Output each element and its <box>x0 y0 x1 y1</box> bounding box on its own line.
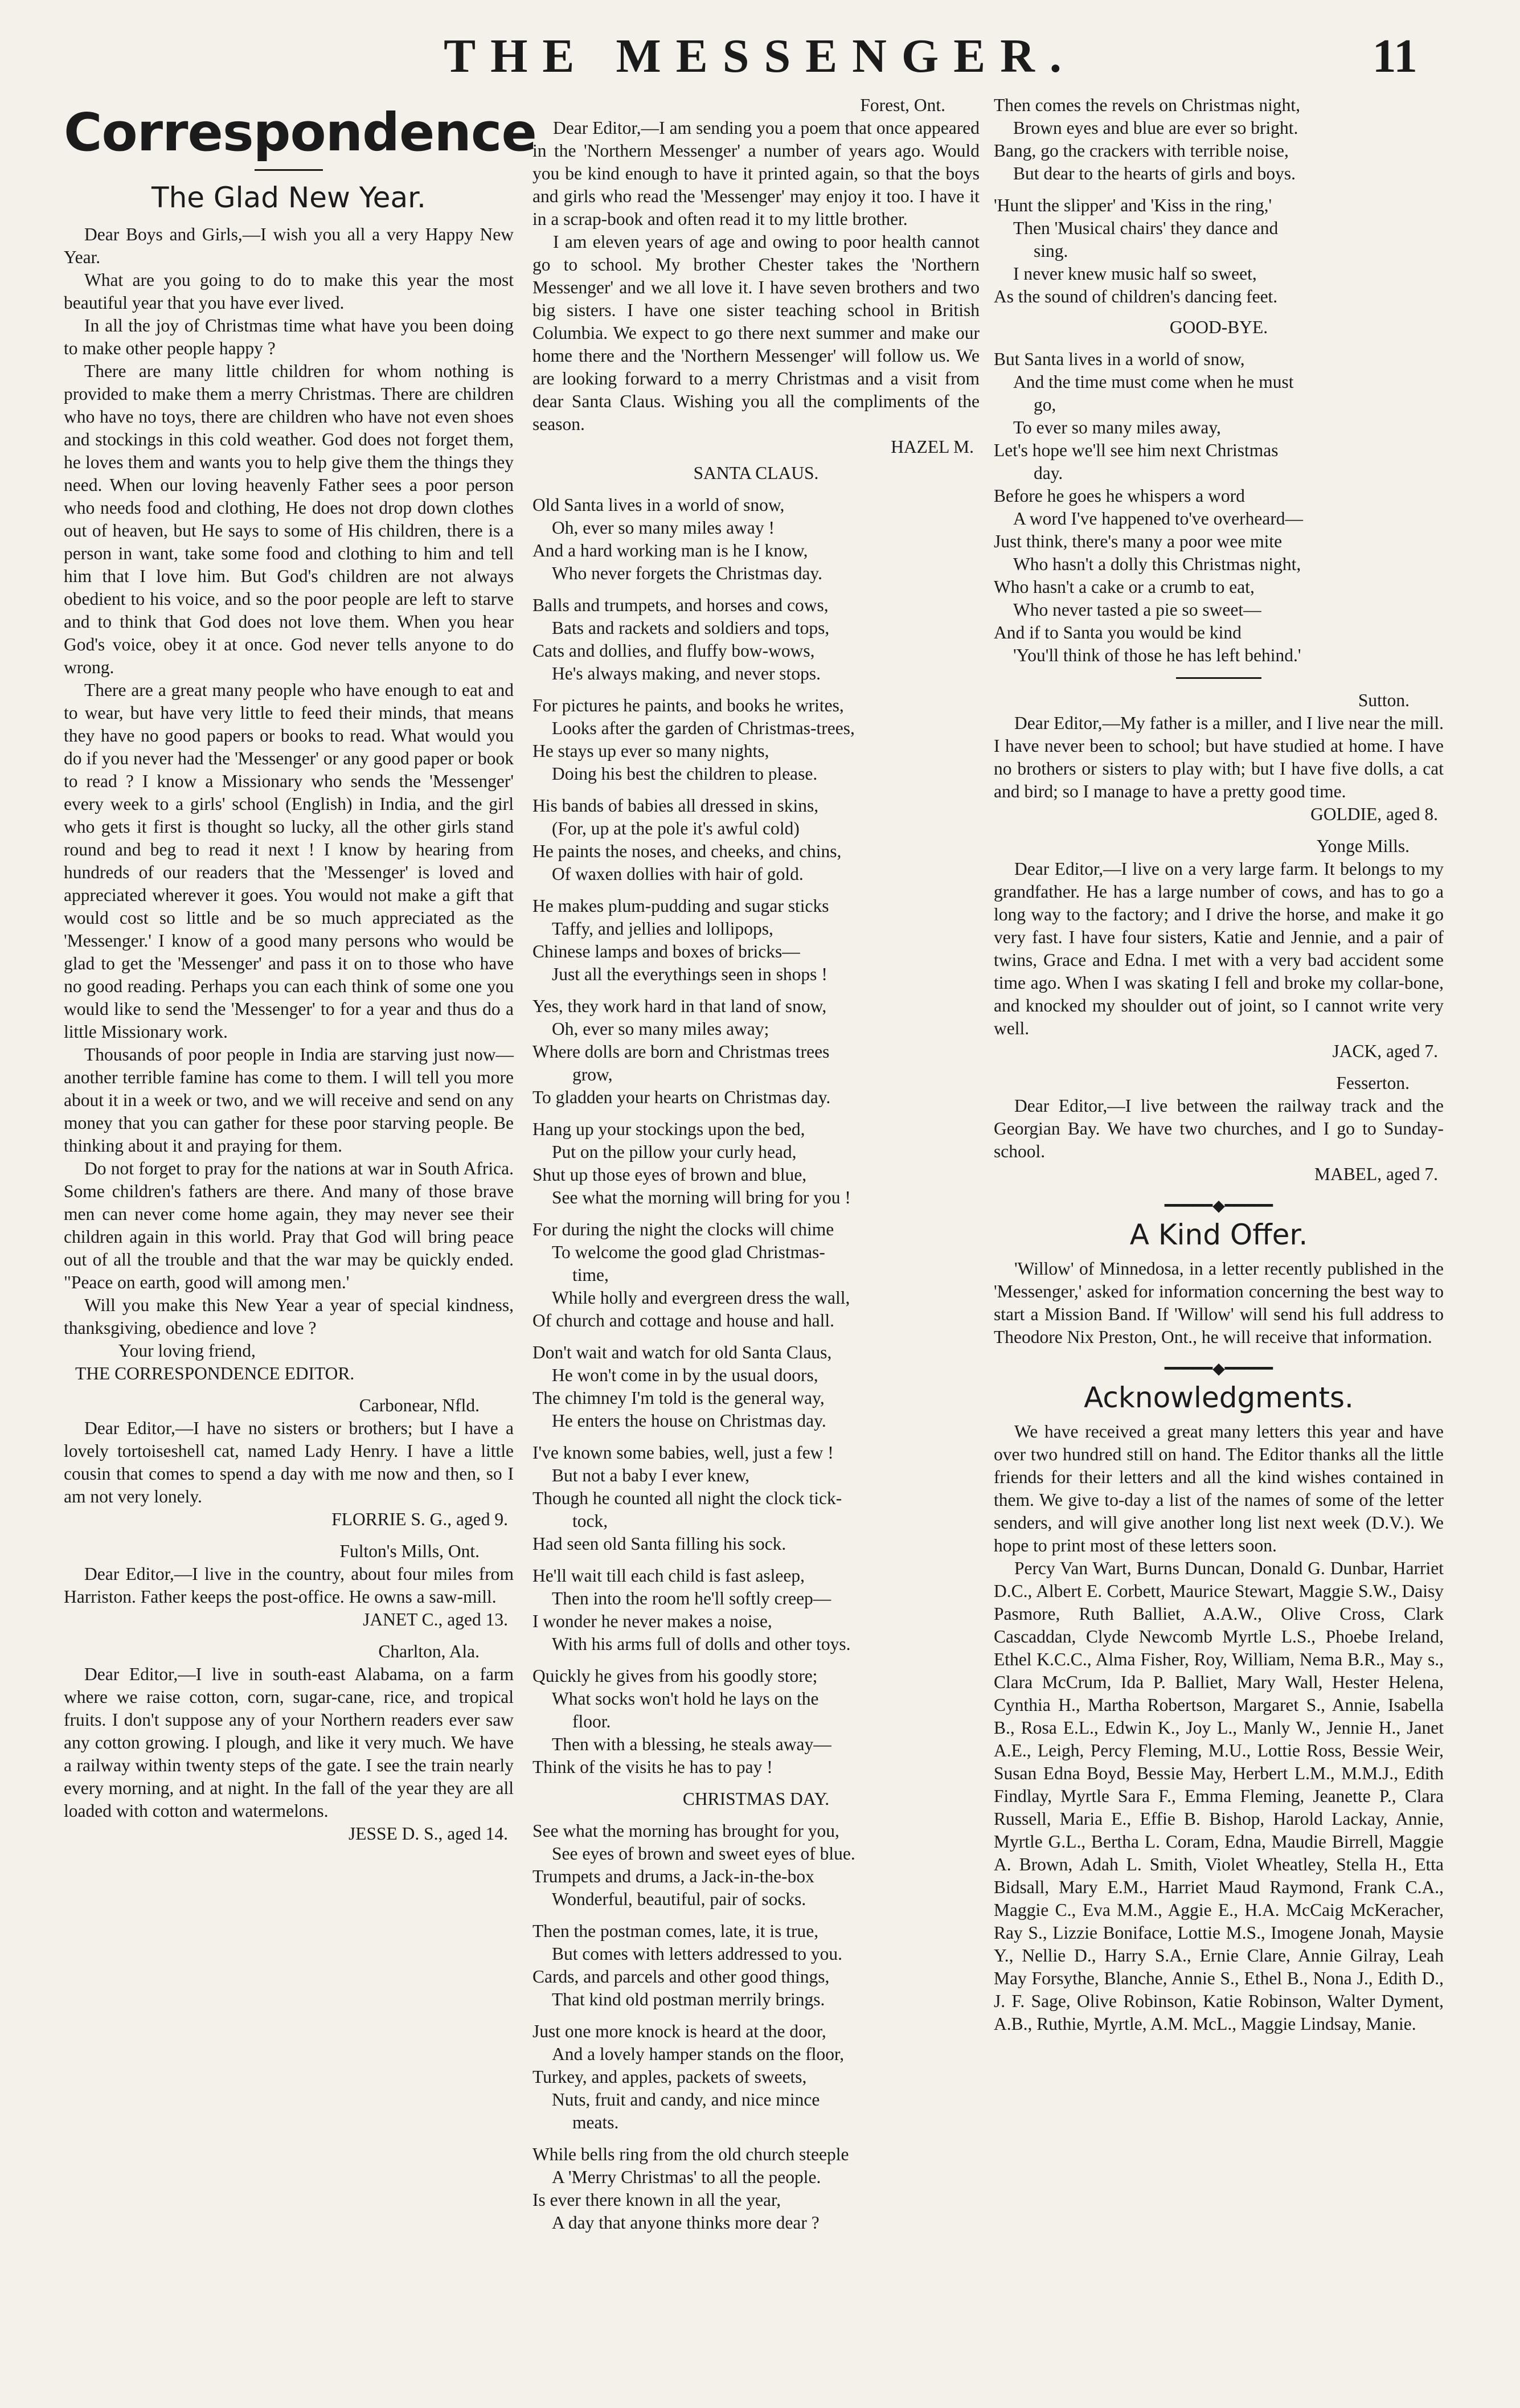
letter-body: Dear Editor,—I am sending you a poem that once appeared in the 'Northern Messenger' a number of years ago. Would you be kind enough to have it printed again, so that the boys and girls who read the 'Messenger' may enjoy it too. I have it in a scrap-book and often read it to my little brother. <box>532 118 980 229</box>
verse-line: As the sound of children's dancing feet. <box>994 286 1278 306</box>
poem-title: SANTA CLAUS. <box>693 463 819 483</box>
column-2 <box>532 94 980 2234</box>
paragraph: Thousands of poor people in India are starving just now—another terrible famine has come to them. I will tell you more about it in a week or two, and we will receive and send on any money that you can gather for these poor starving people. Be thinking about it and praying for them. <box>64 1045 514 1156</box>
verse-line: Before he goes he whispers a word <box>994 486 1245 506</box>
verse-line: I've known some babies, well, just a few ! <box>532 1443 834 1463</box>
verse-line: To gladden your hearts on Christmas day. <box>532 1087 831 1107</box>
verse-line: Where dolls are born and Christmas trees <box>532 1042 830 1062</box>
verse-line: He enters the house on Christmas day. <box>552 1411 826 1431</box>
verse-line: And a lovely hamper stands on the floor, <box>552 2044 845 2064</box>
verse-line: Old Santa lives in a world of snow, <box>532 495 785 515</box>
poem-title: GOOD-BYE. <box>1169 317 1268 337</box>
editor-signature: THE CORRESPONDENCE EDITOR. <box>75 1363 355 1383</box>
verse-line: floor. <box>572 1711 611 1731</box>
verse-line: What socks won't hold he lays on the <box>552 1689 819 1709</box>
verse-line: Nuts, fruit and candy, and nice mince <box>552 2090 820 2110</box>
letter-place: Yonge Mills. <box>1316 836 1410 856</box>
verse-line: Had seen old Santa filling his sock. <box>532 1534 786 1554</box>
stanza <box>532 895 980 986</box>
verse-line: To ever so many miles away, <box>1013 417 1221 437</box>
stanza <box>532 1441 980 1555</box>
verse-line: day. <box>1034 463 1063 483</box>
stanza <box>532 694 980 785</box>
verse-line: He makes plum-pudding and sugar sticks <box>532 896 829 916</box>
acknowledgments-names: Percy Van Wart, Burns Duncan, Donald G. Dunbar, Harriet D.C., Albert E. Corbett, Maurice Stewart, Maggie S.W., Daisy Pasmore, Ruth Balliet, A.A.W., Olive Cross, Clark Cascaddan, Clyde Newcomb Myrtle L.S., Phoebe Ireland, Ethel K.C.C., Alma Fisher, Roy, William, Nema B.R., May s., Clara McCrum, Ida P. Balliet, Mary Wall, Hester Helena, Cynthia H., Martha Robertson, Margaret S., Annie, Isabella B., Rosa E.L., Edwin K., Joy L., Manly W., Jennie H., Janet A.E., Leigh, Percy Fleming, M.U., Lottie Ross, Bessie Weir, Susan Edna Boyd, Bessie May, Herbert L.M., M.M.J., Edith Findlay, Myrtle Sara F., Emma Fleming, Jeanette P., Clara Russell, Maria E., Effie B. Bishop, Harold Lackay, Annie, Myrtle G.L., Bertha L. Coram, Edna, Maudie Birrell, Maggie A. Brown, Adah L. Smith, Violet Wheatley, Stella H., Etta Bidsall, Mary E.M., Harriet Maud Raymond, Frank C.A., Maggie C., Eva M.M., Aggie E., H.A. McCaig McKeracher, Ray S., Lizzie Boniface, Lottie M.S., Imogene Jonah, Maysie Y., Nellie D., Harry S.A., Ernie Clare, Annie Gilray, Leah May Forsythe, Blanche, Annie S., Ethel B., Nona J., Edith D., J. F. Sage, Olive Robinson, Katie Robinson, Walter Dyment, A.B., Ruthie, Myrtle, A.M. McL., Maggie Lindsay, Manie. <box>994 1558 1444 2034</box>
paragraph: Do not forget to pray for the nations at war in South Africa. Some children's fathers are there. And many of those brave men can never come home again, they may never see their children again in this world. Pray that God will bring peace out of all the trouble and that the war may be quickly ended. "Peace on earth, good will among men.' <box>64 1158 514 1292</box>
verse-line: For pictures he paints, and books he writes, <box>532 695 844 715</box>
verse-line: sing. <box>1034 241 1068 261</box>
verse-line: But Santa lives in a world of snow, <box>994 349 1245 369</box>
verse-line: 'You'll think of those he has left behind.' <box>1013 645 1301 665</box>
letter-signature: HAZEL M. <box>891 437 974 457</box>
paragraph: There are many little children for whom nothing is provided to make them a merry Christmas. There are children who have no toys, there are children who have not even shoes and stockings in this cold weather. God does not forget them, he loves them and wants you to help give them the things they need. When our loving heavenly Father sees a poor person who needs food and clothing, He does not drop down clothes out of heaven, but He says to some of His children, there is a person in want, take some food and clothing to him and tell him that I love him. But God's children are not always obedient to his voice, and so the poor people are left to starve and to think that God does not love them. When you hear God's voice, obey it at once. God never tells anyone to do wrong. <box>64 361 514 677</box>
stanza <box>532 1118 980 1209</box>
verse-line: Looks after the garden of Christmas-trees, <box>552 718 855 738</box>
stanza <box>532 1565 980 1656</box>
verse-line: A day that anyone thinks more dear ? <box>552 2213 820 2233</box>
verse-line: go, <box>1034 395 1056 415</box>
verse-line: See eyes of brown and sweet eyes of blue. <box>552 1844 855 1864</box>
verse-line: Taffy, and jellies and lollipops, <box>552 919 773 939</box>
verse-line: tock, <box>572 1511 608 1531</box>
kind-offer-title: A Kind Offer. <box>1129 1218 1308 1251</box>
verse-line: Then 'Musical chairs' they dance and <box>1013 218 1279 238</box>
verse-line: Just one more knock is heard at the door, <box>532 2021 826 2041</box>
poem-santa-claus <box>532 494 980 1779</box>
ornament-rule: ━━━━━◆━━━━━ <box>1164 1197 1273 1215</box>
verse-line: Let's hope we'll see him next Christmas <box>994 440 1279 460</box>
verse-line: 'Hunt the slipper' and 'Kiss in the ring,' <box>994 195 1272 215</box>
verse-line: Quickly he gives from his goodly store; <box>532 1666 818 1686</box>
kind-offer-body: 'Willow' of Minnedosa, in a letter recently published in the 'Messenger,' asked for information concerning the best way to start a Mission Band. If 'Willow' will send his full address to Theodore Nix Preston, Ont., he will receive that information. <box>994 1259 1444 1347</box>
verse-line: He paints the noses, and cheeks, and chins, <box>532 841 842 861</box>
stanza <box>532 2020 980 2134</box>
verse-line: Bats and rackets and soldiers and tops, <box>552 618 830 638</box>
letter-body: Dear Editor,—My father is a miller, and I live near the mill. I have never been to school; but have studied at home. I have no brothers or sisters to play with; but I have five dolls, a cat and bird; so I manage to have a pretty good time. <box>994 713 1444 801</box>
stanza <box>532 1341 980 1432</box>
verse-line: Who never tasted a pie so sweet— <box>1013 600 1261 620</box>
paragraph: There are a great many people who have enough to eat and to wear, but have very little to feed their minds, that means they have no good papers or books to read. What would you do if you never had the 'Messenger' or any good paper or book to read ? I know a Missionary who sends the 'Messenger' every week to a girls' school (English) in India, and the girl who gets it first is thought so lucky, all the other girls stand round and beg to read it next ! I know by hearing from hundreds of our readers that the 'Messenger' is loved and appreciated wherever it goes. You would not make a gift that would cost so little and be so much appreciated as the 'Messenger.' I know of a good many persons who would be glad to get the 'Messenger' and pass it on to those who have no good reading. Perhaps you can each think of some one you would like to send the 'Messenger' to for a year and thus do a little Missionary work. <box>64 680 514 1042</box>
verse-line: Then into the room he'll softly creep— <box>552 1588 831 1608</box>
verse-line: Of church and cottage and house and hall. <box>532 1311 835 1330</box>
verse-line: Hang up your stockings upon the bed, <box>532 1119 805 1139</box>
verse-line: Think of the visits he has to pay ! <box>532 1757 773 1777</box>
verse-line: Turkey, and apples, packets of sweets, <box>532 2067 807 2087</box>
verse-line: Cats and dollies, and fluffy bow-wows, <box>532 641 815 661</box>
verse-line: Brown eyes and blue are ever so bright. <box>1013 118 1298 138</box>
column-3 <box>994 94 1444 2036</box>
verse-line: While bells ring from the old church steeple <box>532 2144 849 2164</box>
verse-line: Who never forgets the Christmas day. <box>552 563 823 583</box>
verse-line: He'll wait till each child is fast asleep, <box>532 1566 805 1586</box>
stanza <box>532 1665 980 1779</box>
verse-line: That kind old postman merrily brings. <box>552 1989 825 2009</box>
verse-line: He won't come in by the usual doors, <box>552 1365 818 1385</box>
verse-line: Wonderful, beautiful, pair of socks. <box>552 1889 806 1909</box>
section-header: Correspondence <box>64 102 536 163</box>
letter-body: I am eleven years of age and owing to poor health cannot go to school. My brother Chester takes the 'Northern Messenger' and we all love it. I have seven brothers and two big sisters. I have one sister teaching school in British Columbia. We expect to go there next summer and make our home there and the 'Northern Messenger' will follow us. We are looking forward to a merry Christmas and a visit from dear Santa Claus. Wishing you all the compliments of the season. <box>532 232 980 434</box>
stanza <box>532 1820 980 1911</box>
verse-line: But comes with letters addressed to you. <box>552 1944 843 1964</box>
letter-signature: JACK, aged 7. <box>1332 1041 1438 1061</box>
verse-line: He's always making, and never stops. <box>552 664 821 683</box>
letter-signature: JANET C., aged 13. <box>363 1610 508 1629</box>
verse-line: Then comes the revels on Christmas night, <box>994 95 1301 115</box>
verse-line: Trumpets and drums, a Jack-in-the-box <box>532 1866 814 1886</box>
verse-line: Then with a blessing, he steals away— <box>552 1734 831 1754</box>
verse-line: To welcome the good glad Christmas- <box>552 1242 825 1262</box>
verse-line: meats. <box>572 2112 619 2132</box>
verse-line: And if to Santa you would be kind <box>994 623 1242 642</box>
stanza <box>532 995 980 1109</box>
verse-line: Balls and trumpets, and horses and cows, <box>532 595 829 615</box>
verse-line: A word I've happened to've overheard— <box>1013 509 1304 529</box>
verse-line: (For, up at the pole it's awful cold) <box>552 818 800 838</box>
verse-line: And the time must come when he must <box>1013 372 1294 392</box>
stanza <box>994 348 1444 667</box>
verse-line: time, <box>572 1265 609 1285</box>
letter-body: Dear Editor,—I live between the railway track and the Georgian Bay. We have two churches, and I go to Sunday-school. <box>994 1096 1444 1161</box>
verse-line: Who hasn't a cake or a crumb to eat, <box>994 577 1255 597</box>
acknowledgments-intro: We have received a great many letters this year and have over two hundred still on hand. The Editor thanks all the little friends for their letters and all the kind wishes contained in them. We give to-day a list of the names of some of the letter senders, and will give another long list next week (D.V.). We hope to print most of these letters soon. <box>994 1422 1444 1555</box>
verse-line: See what the morning has brought for you, <box>532 1821 839 1841</box>
verse-line: Yes, they work hard in that land of snow, <box>532 996 827 1016</box>
verse-line: Though he counted all night the clock tick- <box>532 1488 842 1508</box>
verse-line: But not a baby I ever knew, <box>552 1465 749 1485</box>
verse-line: Oh, ever so many miles away ! <box>552 518 775 538</box>
verse-line: Of waxen dollies with hair of gold. <box>552 864 804 884</box>
verse-line: Oh, ever so many miles away; <box>552 1019 769 1039</box>
stanza <box>532 594 980 685</box>
divider <box>255 169 323 171</box>
editorial-title: The Glad New Year. <box>151 181 426 214</box>
stanza <box>532 1218 980 1332</box>
poem-good-bye <box>994 348 1444 667</box>
verse-line: With his arms full of dolls and other toys. <box>552 1634 851 1654</box>
verse-line: Who hasn't a dolly this Christmas night, <box>1013 554 1301 574</box>
letter-place: Forest, Ont. <box>860 95 945 115</box>
letter-body: Dear Editor,—I live on a very large farm. It belongs to my grandfather. He has a large number of cows, and has to go a long way to the factory; and I drive the horse, and make it go very fast. I have four sisters, Katie and Jennie, and a pair of twins, Grace and Edna. I met with a very bad accident some time ago. When I was skating I fell and broke my collar-bone, and knocked my shoulder out of joint, so I cannot write very well. <box>994 859 1444 1038</box>
divider <box>1176 677 1261 679</box>
paragraph: Will you make this New Year a year of special kindness, thanksgiving, obedience and love ? <box>64 1295 514 1338</box>
letter-body: Dear Editor,—I live in the country, about four miles from Harriston. Father keeps the post-office. He owns a saw-mill. <box>64 1564 514 1607</box>
poem-continued <box>994 94 1444 308</box>
letter-body: Dear Editor,—I have no sisters or brothers; but I have a lovely tortoiseshell cat, named Lady Henry. I have a little cousin that comes to spend a day with me now and then, so I am not very lonely. <box>64 1418 514 1506</box>
verse-line: The chimney I'm told is the general way, <box>532 1388 825 1408</box>
verse-line: See what the morning will bring for you ! <box>552 1187 851 1207</box>
verse-line: I wonder he never makes a noise, <box>532 1611 772 1631</box>
letter-place: Sutton. <box>1358 690 1410 710</box>
letter-signature: JESSE D. S., aged 14. <box>348 1824 508 1844</box>
verse-line: Don't wait and watch for old Santa Claus, <box>532 1342 832 1362</box>
letter-place: Fulton's Mills, Ont. <box>339 1541 480 1561</box>
acknowledgments-title: Acknowledgments. <box>1084 1381 1354 1414</box>
stanza <box>994 194 1444 308</box>
letter-body: Dear Editor,—I live in south-east Alabama, on a farm where we raise cotton, corn, sugar-cane, rice, and tropical fruits. I don't suppose any of your Northern readers ever saw any cotton growing. I plough, and like it very much. We have a railway within twenty steps of the gate. I see the train nearly every morning, and at night. In the fall of the year they are all loaded with cotton and watermelons. <box>64 1664 514 1821</box>
verse-line: Bang, go the crackers with terrible noise, <box>994 141 1289 161</box>
verse-line: Is ever there known in all the year, <box>532 2190 781 2210</box>
verse-line: For during the night the clocks will chime <box>532 1219 834 1239</box>
verse-line: Just all the everythings seen in shops ! <box>552 964 827 984</box>
page-number: 11 <box>1372 30 1417 83</box>
letter-place: Fesserton. <box>1336 1073 1410 1093</box>
masthead-title: THE MESSENGER. <box>444 30 1076 83</box>
verse-line: While holly and evergreen dress the wall, <box>552 1288 850 1308</box>
letter-signature: GOLDIE, aged 8. <box>1310 804 1438 824</box>
verse-line: I never knew music half so sweet, <box>1013 264 1257 284</box>
verse-line: Chinese lamps and boxes of bricks— <box>532 941 800 961</box>
verse-line: Then the postman comes, late, it is true, <box>532 1921 819 1941</box>
paragraph: Dear Boys and Girls,—I wish you all a very Happy New Year. <box>64 224 514 267</box>
masthead <box>0 17 1520 85</box>
verse-line: Shut up those eyes of brown and blue, <box>532 1165 807 1185</box>
closing: Your loving friend, <box>118 1341 256 1361</box>
column-1 <box>64 94 536 1845</box>
poem-christmas-day <box>532 1820 980 2234</box>
poem-title: CHRISTMAS DAY. <box>682 1789 830 1809</box>
verse-line: Doing his best the children to please. <box>552 764 818 784</box>
stanza <box>532 494 980 585</box>
verse-line: But dear to the hearts of girls and boys. <box>1013 163 1296 183</box>
verse-line: He stays up ever so many nights, <box>532 741 769 761</box>
verse-line: And a hard working man is he I know, <box>532 540 808 560</box>
paragraph: In all the joy of Christmas time what have you been doing to make other people happy ? <box>64 316 514 358</box>
letter-place: Carbonear, Nfld. <box>359 1395 480 1415</box>
letter-signature: MABEL, aged 7. <box>1314 1164 1438 1184</box>
letter-place: Charlton, Ala. <box>378 1641 480 1661</box>
verse-line: Cards, and parcels and other good things, <box>532 1967 830 1987</box>
stanza <box>532 2143 980 2234</box>
stanza <box>532 795 980 886</box>
verse-line: grow, <box>572 1064 613 1084</box>
stanza <box>994 94 1444 185</box>
verse-line: A 'Merry Christmas' to all the people. <box>552 2167 821 2187</box>
verse-line: Just think, there's many a poor wee mite <box>994 531 1283 551</box>
paragraph: What are you going to do to make this year the most beautiful year that you have ever lived. <box>64 270 514 313</box>
verse-line: His bands of babies all dressed in skins, <box>532 796 819 816</box>
letter-signature: FLORRIE S. G., aged 9. <box>331 1509 508 1529</box>
ornament-rule: ━━━━━◆━━━━━ <box>1164 1360 1273 1378</box>
verse-line: Put on the pillow your curly head, <box>552 1142 797 1162</box>
stanza <box>532 1920 980 2011</box>
